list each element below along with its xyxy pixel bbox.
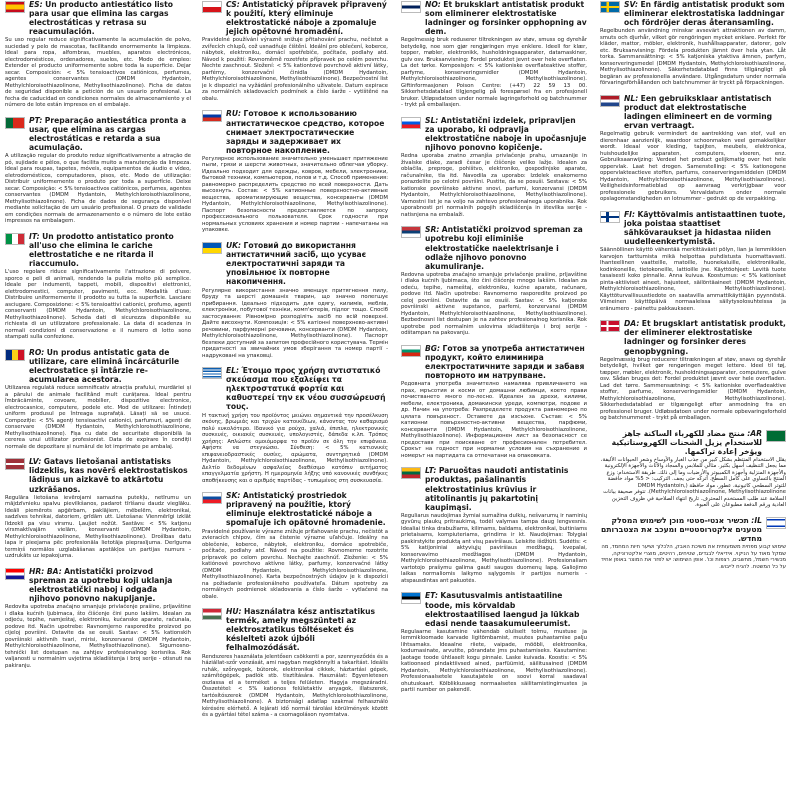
product-description-title: Antistatički proizvod spreman za upotrebu koji uklanja elektrostatički naboj i odgađa njihovo ponovno nakupljanje. (29, 566, 173, 604)
section-lead (425, 225, 587, 271)
language-section-lt (401, 466, 587, 584)
section-lead (226, 241, 388, 287)
product-description-title: Έτοιμο προς χρήση αντιστατικό σκεύασμα που εξαλείφει τα ηλεκτροστατικά φορτία και καθυστερεί την εκ νέου συσσώρευσή τους. (226, 366, 386, 412)
section-lead (226, 366, 388, 412)
section-heading (5, 567, 191, 603)
section-heading (202, 0, 388, 36)
product-usage-text: Säännöllinen käyttö vähentää merkittävästi pölyn, lian ja lemmikkien karvojen tarttumista mikä helpottaa puhdistusta huomattavasti. Ihanteellinen vaatteille, matoille, huonekaluille, elektroniikalle, kodinkoneille, tietokoneille, lattioille jne. Käyttöohjeet: Levitä tuote tasaisesti koko pinnalle. Anna kuivua. Koostumus: < 5% kationiset pinta-aktiiviset aineet, hajusteet, säilöntäaineet (DMDM Hydantoin, Methylchloroisothiazolinone, Methylisothiazolinone). Käyttöturvallisuustiedote on saatavilla ammattikäyttäjän pyynnöstä. Viimeinen käyttöpäivä normaaleissa säilytysolosuhteissa ja eränumero - painettu pakkaukseen. (600, 247, 786, 312)
section-heading (202, 607, 388, 653)
section-heading (600, 429, 786, 456)
section-lead (29, 116, 191, 152)
language-section-bg (401, 344, 587, 459)
product-description-title: Antistatični izdelek, pripravljen za uporabo, ki odpravlja elektrostatične naboje in upočasnjuje njihovo ponovno kopičenje. (425, 115, 587, 153)
language-section-es (5, 0, 191, 109)
section-heading (401, 116, 587, 152)
country-flag-icon (401, 467, 421, 479)
language-section-hrba (5, 567, 191, 669)
section-lead (600, 516, 762, 543)
language-code: SR: (425, 225, 440, 235)
product-usage-text: Regulaarne kasutamine vähendab oluliselt tolmu, mustuse ja lemmikloomade karvade ligitõmbamist, muutes puhastamise palju lihtsamaks. Ideaalne riiete, vaipade, mööbli, elektroonika, kodumasinate, arvutite, põrandate jms puhastamiseks. Kasutamine: Jaotage toode ühtlaselt kogu pinnale. Laske kuivada. Koostis: < 5% katioonsed pindaktiivsed ained, parfüümid, säilitusained (DMDM Hydantoin, Methylchloroisothiazolinone, Methylisothiazolinone). Professionaalsetele kasutajatele on soovi korral saadaval ohutuskaart. Kõlblikkusaeg normaalsetes säilitamistingimustes ja partii number on pakendil. (401, 628, 587, 694)
product-description-title: Antistatički proizvod spreman za upotrebu koji eliminiše elektrostatičke naelektrisanje i odlaže njihovo ponovno akumuliranje. (425, 225, 583, 271)
country-flag-icon (202, 1, 222, 13)
language-section-da (600, 319, 786, 421)
product-description-title: Un prodotto antistatico pronto all'uso che elimina le cariche elettrostatiche e ne ritarda il riaccumulo. (29, 231, 174, 269)
language-section-sv (600, 0, 786, 87)
country-flag-icon (5, 233, 25, 245)
language-section-ar (600, 429, 786, 509)
language-code: SK: (226, 491, 241, 501)
product-description-title: Et bruksklart antistatisk produkt som eliminerer elektrostatiske ladninger og forsinker opphopning av dem. (425, 0, 587, 37)
section-lead (624, 319, 786, 355)
product-usage-text: Redovita upotreba značajno smanjuje privlačenje prašine, prljavštine i dlaka kućnih ljubimaca, što čišćenje čini puno lakšim. Idealan za odjeću, tepihe, namještaj, elektroniku, kućanske aparate, računala, podove itd. Način upotrebe: Ravnomjerno rasporedite proizvod po cijeloj površini. Ostavite da se osuši. Sastav: < 5% kationskih površinski aktivnih tvari, mirisi, konzervansi (DMDM Hydantoin, Methylchloroisothiazolinone, Methylisothiazolinone). Sigurnosno-tehnički list dostupan na zahtjev profesionalnog korisnika. Rok valjanosti u normalnim uvjetima skladištenja i broj serije - otisnuti na pakiranju. (5, 604, 191, 669)
language-section-sl (401, 116, 587, 218)
section-lead (29, 348, 191, 384)
language-code: RU: (226, 109, 242, 119)
section-heading (202, 366, 388, 412)
text-column-3 (401, 0, 587, 800)
section-lead (425, 591, 587, 627)
product-description-title: Et brugsklart antistatisk produkt, der eliminerer elektrostatiske ladninger og forsinker deres genopbygning. (624, 319, 786, 356)
country-flag-icon (600, 320, 620, 332)
section-heading (600, 319, 786, 355)
text-column-1 (5, 0, 191, 800)
product-description-title: Antistatický přípravek připravený k použití, který eliminuje elektrostatické náboje a zpomaluje jejich opětovné hromadění. (226, 0, 387, 37)
product-usage-text: Reguliarus naudojimas žymiai sumažina dulkių, nešvarumų ir naminių gyvūnų plaukų pritraukimą, todėl valymas tampa daug lengvesnis. Idealiai tinka drabužiams, kilimams, baldams, elektronikai, buitiniams prietaisams, kompiuteriams, grindims ir kt. Naudojimas: Tolygiai paskirstykite produktą ant visų paviršiaus. Leiskite išdžiūti. Sudėtis: < 5% katijoniniai aktyviųjų paviršiaus medžiagų, kvepalai, konservavimo medžiagos (DMDM Hydantoin, Methylchloroisothiazolinone, Methylisothiazolinone). Profesionaliam vartotojo prašymu galima gauti saugos duomenų lapą. Galiojimo laikas normaliomis laikymo sąlygomis ir partijos numeris - atspausdintas ant pakuotės. (401, 512, 587, 584)
language-section-il (600, 516, 786, 570)
country-flag-icon (401, 592, 421, 604)
language-code: LT: (425, 466, 437, 476)
product-usage-text: Регулярное использование значительно уменьшает притяжение пыли, грязи и шерсти животных, значительно облегчая уборку. Идеально подходит для одежды, ковров, мебели, электроники, бытовой техники, компьютеров, полов и т.д. Способ применения: равномерно распределить средство по всей поверхности. Дать высохнуть. Состав: < 5% катионные поверхностно-активные вещества, ароматизирующие вещества, консерванты (DMDM Hydantoin, Methylchloroisothiazolinone, Methylisothiazolinone). Паспорт безопасности предоставляется по запросу профессионального пользователя. Срок годности при нормальных условиях хранения и номер партии - напечатаны на упаковке. (202, 155, 388, 234)
language-section-hu (202, 607, 388, 719)
section-lead (29, 457, 191, 493)
product-description-title: Un producto antiestático listo para usar que elimina las cargas electrostáticas y retrasa su reacumulación. (29, 0, 173, 37)
language-section-el (202, 366, 388, 484)
product-usage-text: Регулярне використання значно зменшує притягнення пилу, бруду та шерсті домашніх тварин, що значно полегшує прибирання. Ідеально підходить для одягу, килимів, меблів, електроніки, побутової техніки, комп'ютерів, підлог тощо. Спосіб застосування: Рівномірно розподіліть засіб по всій поверхні. Дайте висохнути. Композиція: < 5% катіонні поверхнево-активні речовини, парфумерні речовини, консерванти (DMDM Hydantoin, Methylchloroisothiazolinone, Methylisothiazolinone). Паспорт безпеки доступний за запитом професійного користувача. Термін придатності за звичайних умов зберігання та номер партії - надруковані на упаковці. (202, 287, 388, 359)
section-heading (5, 348, 191, 384)
language-code: IL: (751, 515, 762, 525)
language-section-pt (5, 116, 191, 225)
language-section-uk (202, 241, 388, 359)
section-lead (29, 0, 191, 36)
language-code: LV: (29, 457, 42, 467)
section-lead (600, 429, 762, 456)
country-flag-icon (600, 95, 620, 107)
language-section-it (5, 232, 191, 341)
language-code: FI: (624, 209, 636, 219)
section-lead (425, 116, 587, 152)
country-flag-icon (5, 117, 25, 129)
section-lead (425, 0, 587, 36)
product-usage-text: يقلل الاستخدام المنتظم بشكل كبير من جذب الغبار والأوساخ وشعر الحيوانات الأليفة، مما يجعل التنظيف أسهل بكثير. مثالي للملابس والسجاد والأثاث والأجهزة الإلكترونية والأجهزة المنزلية وأجهزة الكمبيوتر والأرضيات وما إلى ذلك. طريقة الاستخدام: وزع المنتج بالتساوي على كامل السطح. اتركه حتى يجف. التركيب: < 5% مواد خافضة للتوتر السطحي كاتيونية، عطور، مواد حافظة (DMDM Hydantoin, Methylchloroisothiazolinone, Methylisothiazolinone). تتوفر صحيفة بيانات السلامة عند طلب المستخدم المحترف. تاريخ انتهاء الصلاحية في ظروف التخزين العادية ورقم الدفعة مطبوعان على العبوة. (600, 456, 786, 509)
section-lead (425, 344, 587, 380)
product-description-title: Een gebruiksklaar antistatisch product dat elektrostatische ladingen elimineert en de vorming ervan vertraagt. (624, 93, 773, 131)
language-section-lv (5, 457, 191, 559)
language-section-no (401, 0, 587, 109)
section-lead (624, 94, 786, 130)
language-code: ES: (29, 0, 43, 9)
country-flag-icon (5, 568, 25, 580)
language-code: HU: (226, 607, 242, 617)
country-flag-icon (202, 492, 222, 504)
product-description-title: Käyttövalmis antistaattinen tuote, joka poistaa staattiset sähkövaraukset ja hidastaa niiden uudelleenkertymistä. (624, 209, 786, 247)
section-lead (226, 0, 388, 36)
product-description-title: Un produs antistatic gata de utilizare, care elimină încărcăturile electrostatice și întârzie re-acumularea acestora. (29, 347, 180, 385)
language-section-nl (600, 94, 786, 203)
product-usage-text: Regelbunden användning minskar avsevärt attraktionen av damm, smuts och djurhår, vilket gör rengöringen mycket enklare. Perfekt för kläder, mattor, möbler, elektronik, hushållsapparater, datorer, golv etc. Bruksanvisning: Fördela produkten jämnt över hela ytan. Låt torka. Sammansättning: < 5% katjoniska ytaktiva ämnen, parfym, konserveringsmedel (DMDM Hydantoin, Methylchloroisothiazolinone, Methylisothiazolinone). Säkerhetsdatablad finns tillgängligt på begäran av professionella användare. Utgångsdatum under normala förvaringsförhållanden och batchnummer är tryckt på förpackningen. (600, 28, 786, 87)
country-flag-icon (202, 110, 222, 122)
language-section-ru (202, 109, 388, 234)
product-usage-text: A utilização regular do produto reduz significativamente a atração de pó, sujidade e pêlos, o que facilita muito a manutenção da limpeza. Ideal para roupas, tapetes, móveis, equipamentos de áudio e vídeo, eletrodomésticos, computadores, pisos, etc. Modo de utilização: Distribuir uniformemente o produto por toda a superfície. Deixe secar. Composição: < 5% tensioactivos catiónicos, perfumes, agentes conservantes (DMDM Hydantoin, Methylchloroisothiazolinone, Methylisothiazolinone). Ficha de dados de segurança disponível mediante solicitação de um usuário profissional. O prazo de validade em condições normais de armazenamento e o número de lote estão impressos na embalagem. (5, 153, 191, 225)
section-heading (5, 457, 191, 493)
country-flag-icon (5, 349, 25, 361)
section-heading (202, 491, 388, 527)
language-code: HR: BA: (29, 566, 62, 576)
product-description-title: Kasutusvalmis antistaatiline toode, mis kõrvaldab elektrostaatilised laengud ja lükkab edasi nende taasakumuleerumist. (425, 591, 580, 628)
section-lead (624, 210, 786, 246)
language-code: SV: (624, 0, 639, 9)
product-description-title: תכשיר אנטי-סטטי מוכן לשימוש המסלק מטענים אלקטרוסטטיים ומעכב את הצטברותם מחדש. (601, 515, 762, 544)
product-description-title: Antistatický prostriedok pripravený na použitie, ktorý eliminuje elektrostatické náboje a spomaľuje ich opätovné hromadenie. (226, 491, 386, 528)
product-usage-text: Redna uporaba znatno zmanjša privlačenje prahu, umazanije in živalske dlake, zaradi česar je čiščenje veliko lažje. Idealen za oblačila, preproge, pohištvo, elektroniko, gospodinjske aparate, računalnike, tla itd. Navodila za uporabo: Izdelek enakomerno porazdelite po celotni površini. Pustite, da se posuši. Sestava: < 5% kationske površinsko aktivne snovi, parfumi, konzervansi (DMDM Hydantoin, Methylchloroisothiazolinone, Methylisothiazolinone). Varnostni list je na voljo na zahtevo profesionalnega uporabnika. Rok uporabnosti pri normalnih pogojih skladiščenja in številka serije - natisnjena na embalaži. (401, 153, 587, 218)
product-description-title: Használatra kész antisztatikus termék, amely megszünteti az elektrosztatikus töltéseket és késlelteti azok újbóli felhalmozódását. (226, 607, 376, 653)
section-heading (5, 232, 191, 268)
product-description-title: Готовий до використання антистатичний засіб, що усуває електростатичні заряди та уповільнює їх повторне накопичення. (226, 240, 367, 287)
country-flag-icon (401, 226, 421, 238)
section-heading (5, 0, 191, 36)
product-description-title: Preparação antiestática pronta a usar, que elimina as cargas electrostáticas e retarda a sua acumulação. (29, 115, 187, 153)
section-heading (401, 466, 587, 512)
product-usage-text: Pravidelné používanie výrazne znižuje priťahovanie prachu, nečistôt a zvieracích chlpov, čím sa čistenie výrazne uľahčuje. Ideálny na oblečenie, koberce, nábytok, elektroniku, domáce spotrebiče, počítače, podlahy atď. Návod na použitie: Rovnomerne rozotrite prípravok po celom povrchu. Nechajte zaschnúť. Zloženie: < 5% katiónové povrchovo aktívne látky, parfumy, konzervačné látky (DMDM Hydantoin, Methylchloroisothiazolinone, Methylisothiazolinone). Karta bezpečnostných údajov je k dispozícii na požiadanie profesionálneho používateľa. Dátum spotreby za normálnych podmienok skladovania a číslo šarže - vytlačené na obale. (202, 528, 388, 600)
section-heading (600, 210, 786, 246)
product-description-title: Готовое к использованию антистатическое средство, которое снимает электростатические заряды и задерживает их повторное накопление. (226, 109, 385, 155)
section-lead (226, 607, 388, 653)
language-code: RO: (29, 347, 45, 357)
country-flag-icon (202, 367, 222, 379)
section-heading (401, 591, 587, 627)
language-code: CS: (226, 0, 240, 9)
country-flag-icon (401, 117, 421, 129)
country-flag-icon (202, 242, 222, 254)
product-description-title: Paruoštas naudoti antistatinis produktas, pašalinantis elektrostatinius krūvius ir atitolinantis jų pakartotinį kaupimąsi. (425, 466, 569, 512)
product-usage-text: Η τακτική χρήση του προϊόντος μειώνει σημαντικά την προσέλκυση σκόνης, βρωμιάς και τριχών κατοικίδιων, κάνοντας τον καθαρισμό πολύ ευκολότερο. Ιδανικό για ρούχα, χαλιά, έπιπλα, ηλεκτρονικές συσκευές, οικιακές συσκευές, υπολογιστές, δάπεδα κ.λπ. Τρόπος χρήσης: Απλώστε ομοιόμορφα το προϊόν σε όλη την επιφάνεια. Αφήστε να στεγνώσει. Σύνθεση: < 5% κατιονικές επιφανειοδραστικές ουσίες, αρώματα, συντηρητικά (DMDM Hydantoin, Methylchloroisothiazolinone, Methylisothiazolinone). Δελτίο δεδομένων ασφαλείας διαθέσιμο κατόπιν αιτήματος επαγγελματία χρήστη. Η ημερομηνία λήξης υπό κανονικές συνθήκες αποθήκευσης και ο αριθμός παρτίδας - τυπωμένος στη συσκευασία. (202, 412, 388, 484)
language-code: AR: (747, 428, 762, 438)
product-usage-text: Rendszeres használata jelentősen csökkenti a por, szennyeződés és a háziállat-szőr vonzását, ami nagyban megkönnyíti a takarítást. Ideális ruhák, szőnyegek, bútorok, elektronikai cikkek, háztartási gépek, számítógépek, padlók stb. tisztítására. Használat: Egyenletesen oszlassa el a terméket a teljes felületen. Hagyja megszáradni. Összetétel: < 5% kationos felületaktív anyagok, illatszerek, tartósítószerek (DMDM Hydantoin, Methylchloroisothiazolinone, Methylisothiazolinone). A biztonsági adatlap szakmai felhasználó kérésére elérhető. A lejárati idő normál tárolási körülmények között és a gyártási tétel száma - a csomagoláson nyomtatva. (202, 653, 388, 719)
language-code: NO: (425, 0, 441, 9)
country-flag-icon (5, 458, 25, 470)
language-section-sk (202, 491, 388, 600)
product-usage-text: Редовната употреба значително намалява привличането на прах, мръсотия и косми от домашни любимци, което прави почистването много по-лесно. Идеален за дрехи, килими, мебели, електроника, домакински уреди, компютри, подове и др. Начин на употреба: Разпределете продукта равномерно по цялата повърхност. Оставете да изсъхне. Състав: < 5% катионни повърхностно-активни вещества, парфюми, консерванти (DMDM Hydantoin, Methylchloroisothiazolinone, Methylisothiazolinone). Информационен лист за безопасност се предоставя при поискване от професионален потребител. Срокът на годност при нормални условия на съхранение и номерът на партидата са отпечатани на опаковката. (401, 381, 587, 459)
product-usage-text: Regelmæssig brug reducerer tiltrækningen af støv, snavs og dyrehår betydeligt, hvilket gør rengøringen meget lettere. Ideel til tøj, tæpper, møbler, elektronik, husholdningsapparater, computere, gulve osv. Sådan bruges det: Fordel produktet jævnt over hele overfladen. Lad det tørre. Sammensætning: < 5% kationiske overfladeaktive stoffer, parfume, konserveringsmidler (DMDM Hydantoin, Methylchloroisothiazolinone, Methylisothiazolinone). Sikkerhedsdatablad er tilgængeligt efter anmodning fra en professionel bruger. Udløbsdatoen under normale opbevaringsforhold og batchnummeret - trykt på emballagen. (600, 356, 786, 422)
product-usage-text: Regelmatig gebruik vermindert de aantrekking van stof, vuil en dierenhaar aanzienlijk, waardoor schoonmaken veel gemakkelijker wordt. Ideaal voor kleding, tapijten, meubels, elektronica, huishoudelijke apparaten, computers, vloeren, enz. Gebruiksaanwijzing: Verdeel het product gelijkmatig over het hele oppervlak. Laat het drogen. Samenstelling: < 5% kationogene oppervlakteactieve stoffen, parfums, conserveringsmiddelen (DMDM Hydantoin, Methylchloroisothiazolinone, Methylisothiazolinone). Veiligheidsinformatieblad op aanvraag verkrijgbaar voor professionele gebruikers. Vervaldatum onder normale opslagomstandigheden en lotnummer - gedrukt op de verpakking. (600, 131, 786, 203)
section-heading (202, 109, 388, 155)
language-section-sr (401, 225, 587, 337)
country-flag-icon (401, 1, 421, 13)
language-code: BG: (425, 343, 441, 353)
product-usage-text: Regulāra lietošana ievērojami samazina putekļu, netīrumu un mājdzīvnieku spalvu pievilkšanos, padarot tīrīšanu daudz vieglāku. Ideāli piemērots apģērbam, paklājiem, mēbelēm, elektronikai, sadzīves tehnikai, datoriem, grīdām utt. Lietošana: Vienmērīgi izklāt līdzekli pa visu virsmu. Ļaujiet nožūt. Sastāvs: < 5% katjonu virsmaktīvajām vielām, konservanti (DMDM Hydantoin, Methylchloroisothiazolinone, Methylisothiazolinone). Drošības datu lapa ir pieejama pēc profesionāla lietotāja pieprasījuma. Derīguma termiņš normālos uzglabāšanas apstākļos un partijas numurs - uzdrukāts uz iepakojuma. (5, 494, 191, 560)
language-code: ET: (425, 591, 438, 601)
section-heading (401, 225, 587, 271)
language-code: PT: (29, 115, 43, 125)
language-section-fi (600, 210, 786, 312)
product-description-title: En färdig antistatisk produkt som eliminerar elektrostatiska laddningar och fördröjer deras återansamling. (624, 0, 785, 28)
language-code: DA: (624, 319, 640, 329)
product-usage-text: Redovna upotreba značajno smanjuje privlačenje prašine, prljavštine i dlaka kućnih ljubimaca, što čini čišćenje mnogo lakšim. Idealan za odeću, tepihe, nameštaj, elektroniku, kućne aparate, računare, podove itd. Način upotrebe: Ravnomerno rasporedite proizvod po celoj površini. Ostavite da se osuši. Sastav: < 5% katjonske površinski aktivne supstance, parfemi, konzervansi (DMDM Hydantoin, Methylchloroisothiazolinone, Methylisothiazolinone). Bezbednosni list dostupan je na zahtev profesionalnog korisnika. Rok upotrebe pod normalnim uslovima skladištenja i broj serije - odštampan na pakovanju. (401, 271, 587, 337)
language-code: IT: (29, 231, 40, 241)
section-lead (425, 466, 587, 512)
language-code: EL: (226, 366, 240, 376)
product-description-title: Gatavs lietošanai antistatisks līdzeklis, kas novērš elektrostatiskos lādiņus un aizkavē to atkārtotu uzkrāšanos. (29, 457, 188, 494)
section-heading (202, 241, 388, 287)
language-code: NL: (624, 93, 639, 103)
section-heading (600, 516, 786, 543)
section-heading (401, 344, 587, 380)
product-usage-text: Regelmessig bruk reduserer tiltrekningen av støv, smuss og dyrehår betydelig, noe som gjør rengjøringen mye enklere. Ideell for klær, tepper, møbler, elektronikk, husholdningsapparater, datamaskiner, gulv osv. Bruksanvisning: Fordel produktet jevnt over hele overflaten. La det tørke. Komposisjon: < 5% kationiske overflateaktive stoffer, parfyme, konserveringsmidler (DMDM Hydantoin, Methylchloroisothiazolinone, Methylisothiazolinone). Giftinformasjonen Poison Centre: (+47) 22 59 13 00. Sikkerhetsdatablad tilgjengelig på forespørsel fra en profesjonell bruker. Utløpsdatoen under normale lagringsforhold og batchnummer - trykt på emballasjen. (401, 37, 587, 109)
text-column-4 (600, 0, 786, 800)
country-flag-icon (766, 517, 786, 529)
country-flag-icon (202, 608, 222, 620)
country-flag-icon (600, 1, 620, 13)
country-flag-icon (766, 430, 786, 442)
language-code: SL: (425, 115, 439, 125)
country-flag-icon (401, 345, 421, 357)
product-usage-text: L'uso regolare riduce significativamente l'attrazione di polvere, sporco e peli di animali, rendendo la pulizia molto più semplice. Ideale per indumenti, tappeti, mobili, dispositivi elettronici, elettrodomestici, computer, pavimenti, ecc. Modalità d'uso: Distribuire uniformemente il prodotto su tutta la superficie. Lasciare asciugare. Composizione: < 5% tensioattivi cationici, profumo, agenti conservanti (DMDM Hydantoin, Methylchloroisothiazolinone, Methylisothiazolinone). Scheda dati di sicurezza disponibile su richiesta di un utilizzatore professionale. La data di scadenza in normali condizioni di conservazione e il numero di lotto sono stampati sulla confezione. (5, 269, 191, 341)
section-lead (624, 0, 786, 27)
country-flag-icon (600, 211, 620, 223)
section-lead (29, 232, 191, 268)
section-lead (226, 491, 388, 527)
language-code: UK: (226, 240, 242, 250)
product-usage-text: שימוש קבוע מפחית משמעותית את משיכת האבק, הלכלוך ושיער חיות המחמד, מה שמקל מאוד על הניקוי. אידיאלי לבגדים, שטיחים, רהיטים, מוצרי אלקטרוניקה, מכשירי חשמל, מחשבים, רצפות וכו'. אופן השימוש: יש לפזר את המוצר באופן אחיד על כל המשטח. להניח לייבוש. (601, 544, 786, 570)
section-lead (29, 567, 191, 603)
language-section-cs (202, 0, 388, 102)
language-section-et (401, 591, 587, 693)
language-section-ro (5, 348, 191, 450)
section-heading (600, 94, 786, 130)
section-lead (226, 109, 388, 155)
product-usage-text: Utilizarea regulată reduce semnificativ atracția prafului, murdăriei și a părului de animale facilitând mult curățarea. Ideal pentru îmbrăcăminte, covoare, mobilier, dispozitive electronice, electrocasnice, computere, podele etc. Mod de utilizare: Întindeți uniform produsul pe întreaga suprafață. Lăsați să se usuce. Compoziție: < 5% agenți tensioactivi cationici, parfumuri, agenți de conservare (DMDM Hydantoin, Methylchloroisothiazolinone, Methylisothiazolinone). Fișa cu date de securitate disponibilă la cererea unui utilizator profesionist. Data de expirare în condiții normale de depozitare și numărul de lot imprimate pe ambalaj. (5, 385, 191, 450)
product-usage-text: Pravidelné používání výrazně snižuje přitahování prachu, nečistot a zvířecích chlupů, což usnadňuje čištění. Ideální pro oblečení, koberce, nábytek, elektroniku, domácí spotřebiče, počítače, podlahy atd. Návod k použití: Rovnoměrně rozetřete přípravek po celém povrchu. Nechte zaschnout. Složení: < 5% kationtové povrchově aktivní látky, parfémy, konzervační činidla (DMDM Hydantoin, Methylchloroisothiazolinone, Methylisothiazolinone). Bezpečnostní list je k dispozici na vyžádání profesionálního uživatele. Datum expirace za normálních skladovacích podmínek a číslo šarže - vytištěné na obalu. (202, 37, 388, 102)
product-description-title: Готов за употреба антистатичен продукт, който елиминира електростатичните заряди и забавя повторното им натрупване. (425, 343, 585, 381)
product-usage-text: Su uso regular reduce significativamente la acumulación de polvo, suciedad y pelo de mascotas, facilitando enormemente la limpieza. Ideal para ropa, alfombras, muebles, aparatos electrónicos, electrodomésticos, ordenadores, suelos, etc. Modo de empleo: Extender el producto uniformemente sobre toda la superficie. Dejar secar. Composición: < 5% tensioactivos catiónicos, perfumes, agentes conservantes (DMDM Hydantoin, Methylchloroisothiazolinone, Methylisothiazolinone). Ficha de datos de seguridad disponible a petición de un usuario profesional. La fecha de caducidad en condiciones normales de almacenamiento y el número de lote están impresos en el embalaje. (5, 37, 191, 109)
section-heading (600, 0, 786, 27)
country-flag-icon (5, 1, 25, 13)
text-column-2 (202, 0, 388, 800)
section-heading (5, 116, 191, 152)
product-description-title: منتج مضاد للكهرباء الساكنة جاهز للاستخدام يزيل الشحنات الكهروستاتيكية ويؤخر إعادة تراكمها. (611, 428, 762, 456)
section-heading (401, 0, 587, 36)
